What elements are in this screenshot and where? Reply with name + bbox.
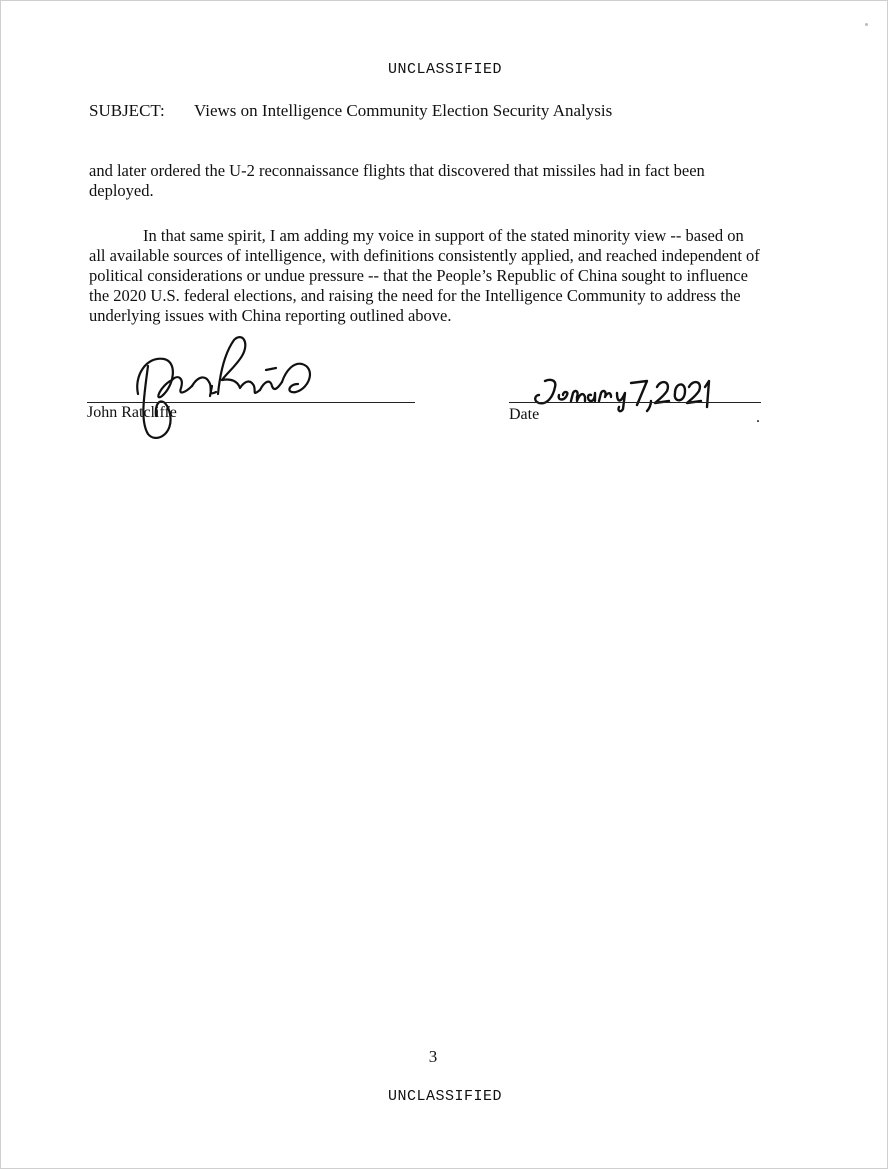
page-number: 3	[428, 1047, 438, 1066]
signature-line	[87, 402, 415, 403]
handwritten-date	[533, 373, 713, 413]
classification-header: UNCLASSIFIED	[387, 61, 503, 78]
scan-speck	[865, 23, 868, 26]
date-trailing-mark: .	[756, 409, 760, 426]
body-paragraph-2: In that same spirit, I am adding my voice in support of the stated minority view -- based on all available sources of intelligence, with definitions consistently applied, and reached independent of political considerations or undue pressure -- that the People’s Republic of China sought to influence the 2020 U.S. federal elections, and raising the need for the Intelligence Community to address the underlying issues with China reporting outlined above.	[89, 226, 760, 325]
body-paragraph-1: and later ordered the U-2 reconnaissance flights that discovered that missiles had in fact been deployed.	[89, 161, 705, 200]
date-label: Date	[509, 406, 540, 423]
subject-label: SUBJECT:	[89, 101, 165, 120]
date-line	[509, 402, 761, 403]
subject-line	[89, 101, 612, 121]
classification-footer: UNCLASSIFIED	[387, 1088, 503, 1105]
subject-text: Views on Intelligence Community Election Security Analysis	[194, 101, 613, 120]
signer-name: John Ratcliffe	[87, 404, 177, 421]
handwritten-signature	[126, 326, 326, 441]
